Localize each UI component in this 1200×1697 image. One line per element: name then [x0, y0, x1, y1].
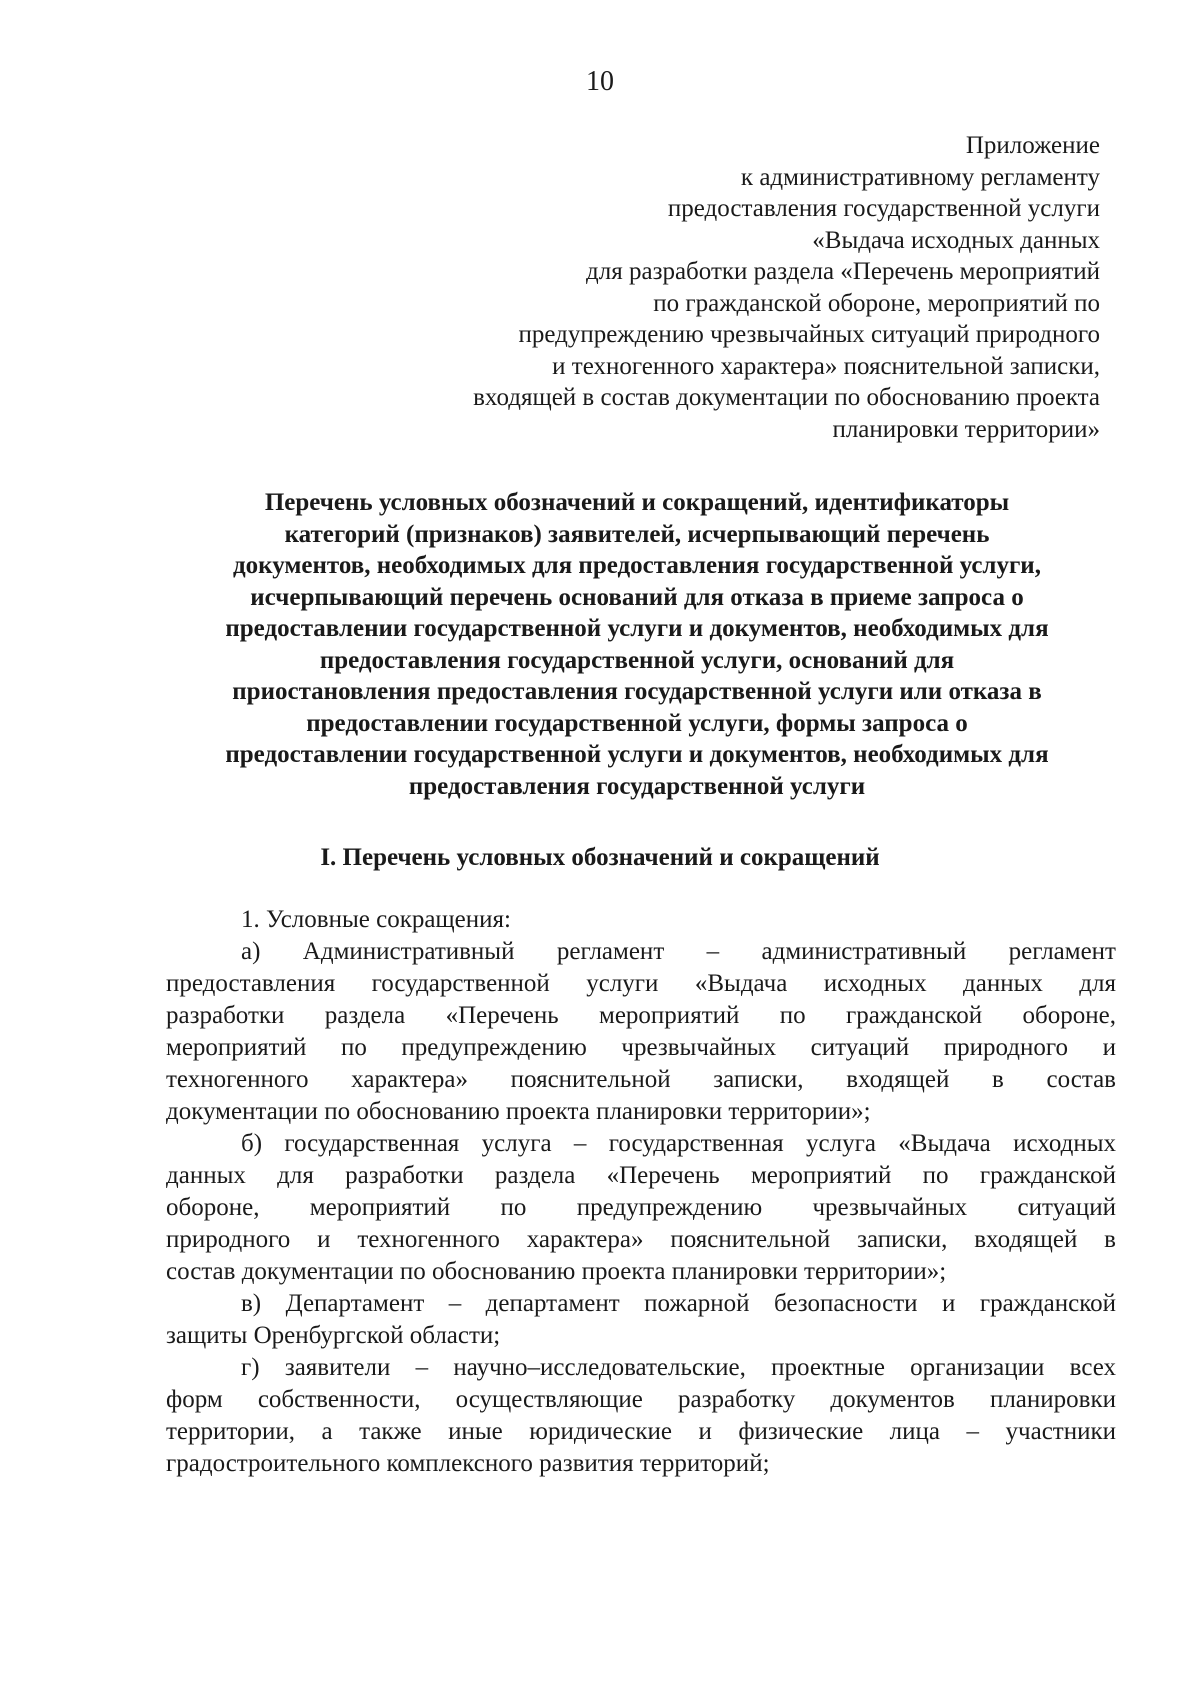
title-line: приостановления предоставления государственной услуги или отказа в [232, 678, 1042, 705]
paragraph-line: документации по обоснованию проекта планировки территории»; [166, 1098, 871, 1125]
appendix-line: входящей в состав документации по обоснованию проекта [473, 384, 1100, 411]
paragraph-line: защиты Оренбургской области; [166, 1322, 501, 1349]
paragraph-line: разработки раздела «Перечень мероприятий по гражданской обороне, [166, 1002, 1116, 1029]
definition-item-g [166, 1352, 1116, 1480]
body-text [166, 904, 1116, 1480]
paragraph-line: в) Департамент – департамент пожарной безопасности и гражданской [241, 1290, 1116, 1317]
title-line: предоставления государственной услуги [408, 772, 866, 800]
title-line: предоставлении государственной услуги и документов, необходимых для [225, 615, 1049, 642]
paragraph-line: природного и техногенного характера» пояснительной записки, входящей в [166, 1226, 1116, 1253]
paragraph-line: предоставления государственной услуги «Выдача исходных данных для [166, 970, 1116, 997]
paragraph-line: состав документации по обоснованию проекта планировки территории»; [166, 1258, 947, 1285]
title-line: Перечень условных обозначений и сокращений, идентификаторы [264, 489, 1010, 516]
appendix-line: «Выдача исходных данных [812, 226, 1100, 254]
paragraph-line: б) государственная услуга – государственная услуга «Выдача исходных [241, 1130, 1116, 1157]
intro-paragraph: 1. Условные сокращения: [241, 906, 511, 933]
definition-item-b [166, 1128, 1116, 1288]
title-line: категорий (признаков) заявителей, исчерпывающий перечень [284, 520, 990, 548]
appendix-line: по гражданской обороне, мероприятий по [653, 289, 1100, 317]
section-heading: I. Перечень условных обозначений и сокращений [320, 844, 880, 871]
appendix-line: к административному регламенту [740, 163, 1100, 191]
page-number: 10 [586, 66, 614, 97]
paragraph-line: данных для разработки раздела «Перечень мероприятий по гражданской [166, 1162, 1116, 1189]
paragraph-line: а) Административный регламент – административный регламент [241, 938, 1116, 965]
appendix-line: предоставления государственной услуги [667, 195, 1100, 222]
appendix-line: и техногенного характера» пояснительной записки, [552, 352, 1100, 380]
paragraph-line: г) заявители – научно–исследовательские, проектные организации всех [241, 1354, 1116, 1381]
definition-item-a [166, 936, 1116, 1128]
title-line: предоставления государственной услуги, оснований для [319, 646, 955, 674]
document-title [160, 487, 1114, 802]
appendix-line: предупреждению чрезвычайных ситуаций природного [518, 321, 1100, 348]
paragraph-line: градостроительного комплексного развития территорий; [166, 1450, 770, 1477]
appendix-line: для разработки раздела «Перечень мероприятий [586, 258, 1100, 285]
title-line: документов, необходимых для предоставления государственной услуги, [233, 552, 1041, 579]
appendix-line: планировки территории» [832, 415, 1100, 443]
title-line: предоставлении государственной услуги и документов, необходимых для [225, 741, 1049, 768]
paragraph-line: обороне, мероприятий по предупреждению чрезвычайных ситуаций [166, 1194, 1116, 1221]
definition-item-v [166, 1288, 1116, 1352]
paragraph-line: техногенного характера» пояснительной записки, входящей в состав [166, 1066, 1116, 1093]
title-line: предоставлении государственной услуги, формы запроса о [306, 709, 968, 737]
paragraph-line: форм собственности, осуществляющие разработку документов планировки [166, 1386, 1116, 1413]
paragraph-line: территории, а также иные юридические и физические лица – участники [166, 1418, 1116, 1445]
appendix-header [400, 130, 1100, 445]
appendix-line: Приложение [965, 132, 1100, 159]
title-line: исчерпывающий перечень оснований для отказа в приеме запроса о [250, 583, 1024, 611]
paragraph-line: мероприятий по предупреждению чрезвычайных ситуаций природного и [166, 1034, 1116, 1061]
